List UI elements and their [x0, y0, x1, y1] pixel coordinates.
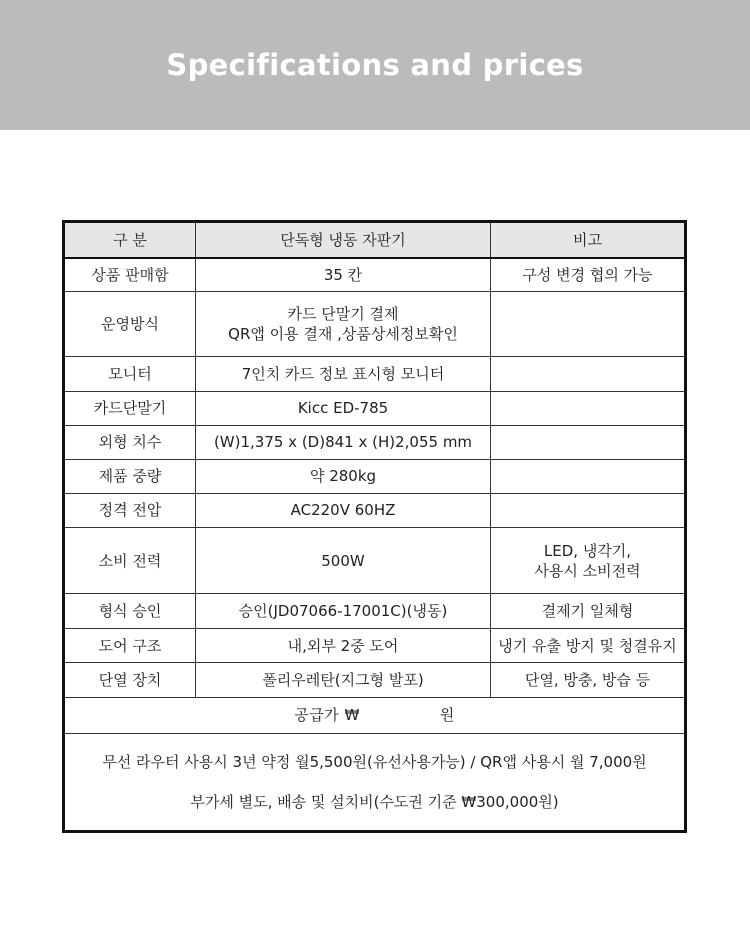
- row-value: [196, 357, 491, 391]
- table-row: [64, 292, 686, 357]
- row-label: 정격 전압: [64, 493, 196, 527]
- row-label: 상품 판매함: [64, 258, 196, 292]
- row-value: [196, 391, 491, 425]
- note-line: LED, 냉각기,: [543, 541, 632, 560]
- row-label: 도어 구조: [64, 629, 196, 663]
- table-row: [64, 663, 686, 697]
- value-line: 폴리우레탄(지그형 발포): [262, 670, 424, 689]
- row-value: [196, 258, 491, 292]
- table-row: [64, 258, 686, 292]
- header-category: 구 분: [64, 222, 196, 258]
- table-row: [64, 459, 686, 493]
- value-line: Kicc ED-785: [297, 399, 389, 418]
- row-label: 제품 중량: [64, 459, 196, 493]
- row-note: [491, 357, 686, 391]
- footer-note: 무선 라우터 사용시 3년 약정 월5,500원(유선사용가능) / QR앱 사용시 월 7,000원: [102, 752, 647, 771]
- row-note: [491, 594, 686, 629]
- table-row: [64, 391, 686, 425]
- supply-price-cell: [64, 697, 686, 733]
- row-value: [196, 663, 491, 697]
- table-row: [64, 493, 686, 527]
- row-value: [196, 425, 491, 459]
- value-line: 승인(JD07066-17001C)(냉동): [238, 602, 448, 621]
- row-label: 모니터: [64, 357, 196, 391]
- supply-price-unit: 원: [439, 706, 455, 725]
- value-line: QR앱 이용 결재 ,상품상세정보확인: [228, 325, 458, 344]
- note-line: 결제기 일체형: [541, 602, 634, 621]
- spec-table: [62, 220, 687, 833]
- table-row: [64, 527, 686, 593]
- footer-note: 부가세 별도, 배송 및 설치비(수도권 기준 ₩300,000원): [190, 792, 559, 811]
- table-row: [64, 594, 686, 629]
- row-note: [491, 663, 686, 697]
- value-line: AC220V 60HZ: [290, 501, 396, 520]
- supply-price-label: 공급가 ₩: [294, 706, 360, 725]
- row-label: 단열 장치: [64, 663, 196, 697]
- supply-price-row: [64, 697, 686, 733]
- row-note: [491, 493, 686, 527]
- row-label: 형식 승인: [64, 594, 196, 629]
- row-label: 운영방식: [64, 292, 196, 357]
- row-value: [196, 527, 491, 593]
- value-line: 35 칸: [323, 265, 363, 284]
- row-note: [491, 258, 686, 292]
- row-label: 소비 전력: [64, 527, 196, 593]
- page-title: Specifications and prices: [166, 48, 584, 82]
- row-note: [491, 629, 686, 663]
- note-line: 냉기 유출 방지 및 청결유지: [498, 636, 677, 655]
- title-banner: [0, 0, 750, 130]
- header-note: 비고: [491, 222, 686, 258]
- row-value: [196, 629, 491, 663]
- table-row: [64, 629, 686, 663]
- row-note: [491, 391, 686, 425]
- value-line: 500W: [321, 551, 365, 570]
- table-row: [64, 357, 686, 391]
- row-value: [196, 493, 491, 527]
- table-header-row: [64, 222, 686, 258]
- row-value: [196, 292, 491, 357]
- value-line: 카드 단말기 결제: [287, 305, 399, 324]
- row-note: [491, 425, 686, 459]
- value-line: 약 280kg: [309, 467, 377, 486]
- row-value: [196, 594, 491, 629]
- row-note: [491, 459, 686, 493]
- table-row: [64, 425, 686, 459]
- footer-notes: [64, 733, 686, 831]
- row-note: [491, 527, 686, 593]
- row-note: [491, 292, 686, 357]
- note-line: 사용시 소비전력: [534, 561, 641, 580]
- value-line: (W)1,375 x (D)841 x (H)2,055 mm: [213, 433, 473, 452]
- row-label: 외형 치수: [64, 425, 196, 459]
- row-value: [196, 459, 491, 493]
- row-label: 카드단말기: [64, 391, 196, 425]
- note-line: 단열, 방충, 방습 등: [524, 670, 651, 689]
- header-product: 단독형 냉동 자판기: [196, 222, 491, 258]
- value-line: 7인치 카드 정보 표시형 모니터: [241, 364, 445, 383]
- note-line: 구성 변경 협의 가능: [522, 265, 653, 284]
- footer-row: [64, 733, 686, 831]
- value-line: 내,외부 2중 도어: [287, 636, 399, 655]
